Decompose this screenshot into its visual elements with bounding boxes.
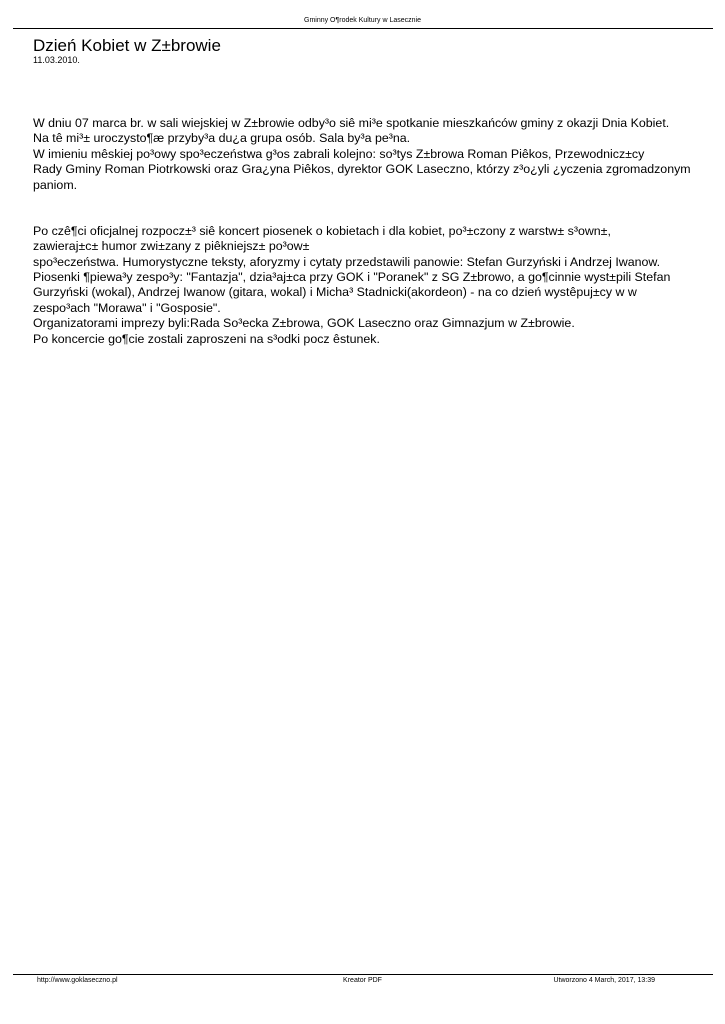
paragraph-1-line: W imieniu mêskiej po³owy spo³eczeństwa g³os zabrali kolejno: so³tys Z±browa Roman Piêkos, Przewodnicz±cy (33, 146, 645, 161)
paragraph-1-line: Na tê mi³± uroczysto¶æ przyby³a du¿a grupa osób. Sala by³a pe³na. (33, 131, 411, 146)
paragraph-2-line: Organizatorami imprezy byli:Rada So³ecka Z±browa, GOK Laseczno oraz Gimnazjum w Z±browie. (33, 316, 575, 331)
paragraph-2-line: Po koncercie go¶cie zostali zaproszeni na s³odki pocz êstunek. (33, 331, 380, 346)
paragraph-2-line: spo³eczeństwa. Humorystyczne teksty, aforyzmy i cytaty przedstawili panowie: Stefan Gurzyński i Andrzej Iwanow. (33, 254, 661, 269)
footer-divider (13, 974, 713, 975)
article-body (33, 116, 703, 347)
footer-url-link[interactable]: http://www.goklaseczno.pl (37, 977, 118, 984)
paragraph-2-line: zawieraj±c± humor zwi±zany z piêkniejsz± po³ow± (33, 239, 310, 254)
paragraph-2-line: zespo³ach "Morawa" i "Gosposie". (33, 300, 221, 315)
paragraph-1-line: W dniu 07 marca br. w sali wiejskiej w Z±browie odby³o siê mi³e spotkanie mieszkańców gminy z okazji Dnia Kobiet. (33, 116, 670, 130)
paragraph-2-line: Gurzyński (wokal), Andrzej Iwanow (gitara, wokal) i Micha³ Stadnicki(akordeon) - na co dzień wystêpuj±cy w w (33, 285, 637, 300)
paragraph-2-line: Po czê¶ci oficjalnej rozpocz±³ siê koncert piosenek o kobietach i dla kobiet, po³±czony z warstw± s³own±, (33, 223, 611, 238)
paragraph-spacer (33, 193, 703, 224)
paragraph-2-line: Piosenki ¶piewa³y zespo³y: "Fantazja", dzia³aj±ca przy GOK i "Poranek" z SG Z±browo, a go¶cinnie wyst±pili Stefan (33, 270, 671, 285)
header-divider (13, 28, 713, 29)
page-header-site-name: Gminny O¶rodek Kultury w Lasecznie (304, 17, 421, 24)
footer-generator: Kreator PDF (343, 977, 382, 984)
article-date: 11.03.2010. (33, 55, 80, 65)
paragraph-1-line: paniom. (33, 177, 78, 192)
footer-created-timestamp: Utworzono 4 March, 2017, 13:39 (553, 977, 655, 984)
article-title: Dzień Kobiet w Z±browie (33, 36, 221, 55)
paragraph-1-line: Rady Gminy Roman Piotrkowski oraz Gra¿yna Piêkos, dyrektor GOK Laseczno, którzy z³o¿yli ¿yczenia zgromadzonym (33, 162, 691, 177)
